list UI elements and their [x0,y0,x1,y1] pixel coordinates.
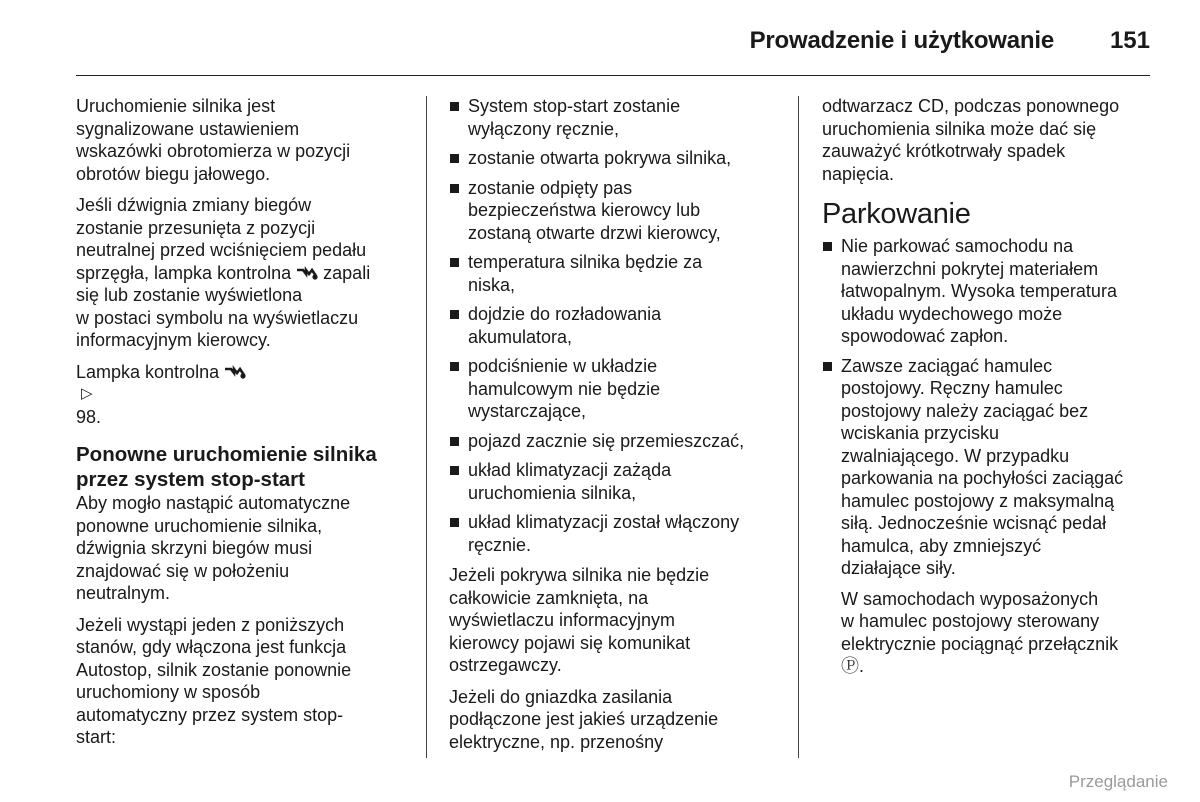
paragraph [822,95,1162,185]
section-heading: Ponowne uruchomienie silnika przez system stop-start [76,443,377,491]
list-item: podciśnienie w układzie hamulcowym nie będzie wystarczające, [449,355,789,423]
text-line: Autostop, silnik zostanie ponownie [76,659,352,680]
bullet-icon [450,362,459,371]
clutch-warning-icon [224,364,246,380]
text-line: Jeżeli wystąpi jeden z poniższych [76,614,345,635]
text-line: W samochodach wyposażonych [841,588,1099,609]
list-item: Zawsze zaciągać hamulec postojowy. Ręczny hamulec postojowy należy zaciągać bez wciskania przycisku zwalniającego. W przypadku parkowania na pochyłości zaciągać hamulec postojowy z maksymalną siłą. Jednocześnie wcisnąć pedał hamulca, aby zmniejszyć działające siły. [822,355,1162,580]
text-line: stanów, gdy włączona jest funkcja [76,637,347,657]
list-item: zostanie otwarta pokrywa silnika, [449,147,789,170]
bullet-icon [823,362,832,371]
bullet-icon [450,102,459,111]
column-divider-1 [426,96,427,758]
paragraph [76,614,416,749]
page-number: 151 [1109,27,1150,54]
text-line: Jeśli dźwignia zmiany biegów [76,195,312,215]
text-line: elektryczne, np. przenośny [449,731,664,752]
text-line: wyświetlaczu informacyjnym [449,610,676,630]
paragraph [76,361,416,429]
text-line: ostrzegawczy. [449,655,562,675]
text-line: odtwarzacz CD, podczas ponownego [822,96,1120,116]
text-line: elektrycznie pociągnąć przełącznik [841,633,1119,654]
list-item: temperatura silnika będzie za niska, [449,251,789,296]
column-divider-2 [798,96,799,758]
text-line: obrotów biegu jałowego. [76,163,271,184]
column-2 [449,95,789,762]
bullet-icon [450,518,459,527]
bullet-icon [450,184,459,193]
text-line: zostanie przesunięta z pozycji [76,217,316,238]
paragraph [76,492,416,605]
text-line: w postaci symbolu na wyświetlaczu [76,307,359,328]
text-line: podłączone jest jakieś urządzenie [449,709,719,729]
section-heading: Parkowanie [822,198,971,230]
bullet-icon [450,258,459,267]
paragraph [76,95,416,185]
text-line: w hamulec postojowy sterowany [841,611,1100,631]
text-line: neutralnej przed wciśnięciem pedału [76,240,367,260]
restart-conditions-list [449,95,789,556]
browse-link[interactable]: Przeglądanie [1068,772,1168,791]
text-line: informacyjnym kierowcy. [76,330,271,350]
list-item: System stop-start zostanie wyłączony ręcznie, [449,95,789,140]
text-line: całkowicie zamknięta, na [449,587,649,608]
text-line: się lub zostanie wyświetlona [76,285,303,305]
paragraph [76,194,416,352]
text-line: znajdować się w położeniu [76,560,290,581]
bullet-icon [450,154,459,163]
bullet-icon [450,310,459,319]
paragraph [449,564,789,677]
text-line: Jeżeli pokrywa silnika nie będzie [449,565,710,585]
list-item: zostanie odpięty pas bezpieczeństwa kierowcy lub zostaną otwarte drzwi kierowcy, [449,177,789,245]
paragraph [449,686,789,754]
column-1 [76,95,416,758]
page-ref-link[interactable]: 98. [76,406,102,427]
parking-brake-switch-icon: Ⓟ [841,656,859,676]
text-line: sprzęgła, lampka kontrolna zapali [76,262,371,283]
list-item: układ klimatyzacji zażąda uruchomienia silnika, [449,459,789,504]
text-line: neutralnym. [76,583,171,603]
header-title: Prowadzenie i użytkowanie [749,27,1054,54]
bullet-icon [450,466,459,475]
bullet-icon [450,437,459,446]
text-line: Uruchomienie silnika jest [76,96,276,116]
text-line: kierowcy pojawi się komunikat [449,632,691,653]
bullet-icon [823,242,832,251]
text-line: ponowne uruchomienie silnika, [76,515,323,536]
parking-instructions-list [822,235,1162,580]
text-line: zauważyć krótkotrwały spadek [822,141,1066,161]
list-item: dojdzie do rozładowania akumulatora, [449,303,789,348]
text-line: start: [76,727,117,747]
text-line: Jeżeli do gniazdka zasilania [449,686,673,707]
text-line: uruchomiony w sposób [76,682,261,702]
text-line: Lampka kontrolna ▷ 98. [76,361,416,429]
list-item: pojazd zacznie się przemieszczać, [449,430,789,453]
page-ref-arrow-icon: ▷ [81,385,93,402]
text-line: dźwignia skrzyni biegów musi [76,538,313,558]
text-line: Aby mogło nastąpić automatyczne [76,493,351,513]
header-divider [76,75,1150,76]
text-line: uruchomienia silnika może dać się [822,118,1097,139]
text-line: wskazówki obrotomierza w pozycji [76,141,351,161]
clutch-warning-icon [296,265,318,281]
column-3 [822,95,1162,687]
paragraph [822,588,1162,678]
text-line: automatyczny przez system stop- [76,704,344,725]
text-line: sygnalizowane ustawieniem [76,118,300,139]
text-line: napięcia. [822,163,895,184]
list-item: Nie parkować samochodu na nawierzchni pokrytej materiałem łatwopalnym. Wysoka temperatura układu wydechowego może spowodować zapłon. [822,235,1162,348]
list-item: układ klimatyzacji został włączony ręcznie. [449,511,789,556]
text-line: Ⓟ. [841,656,865,676]
